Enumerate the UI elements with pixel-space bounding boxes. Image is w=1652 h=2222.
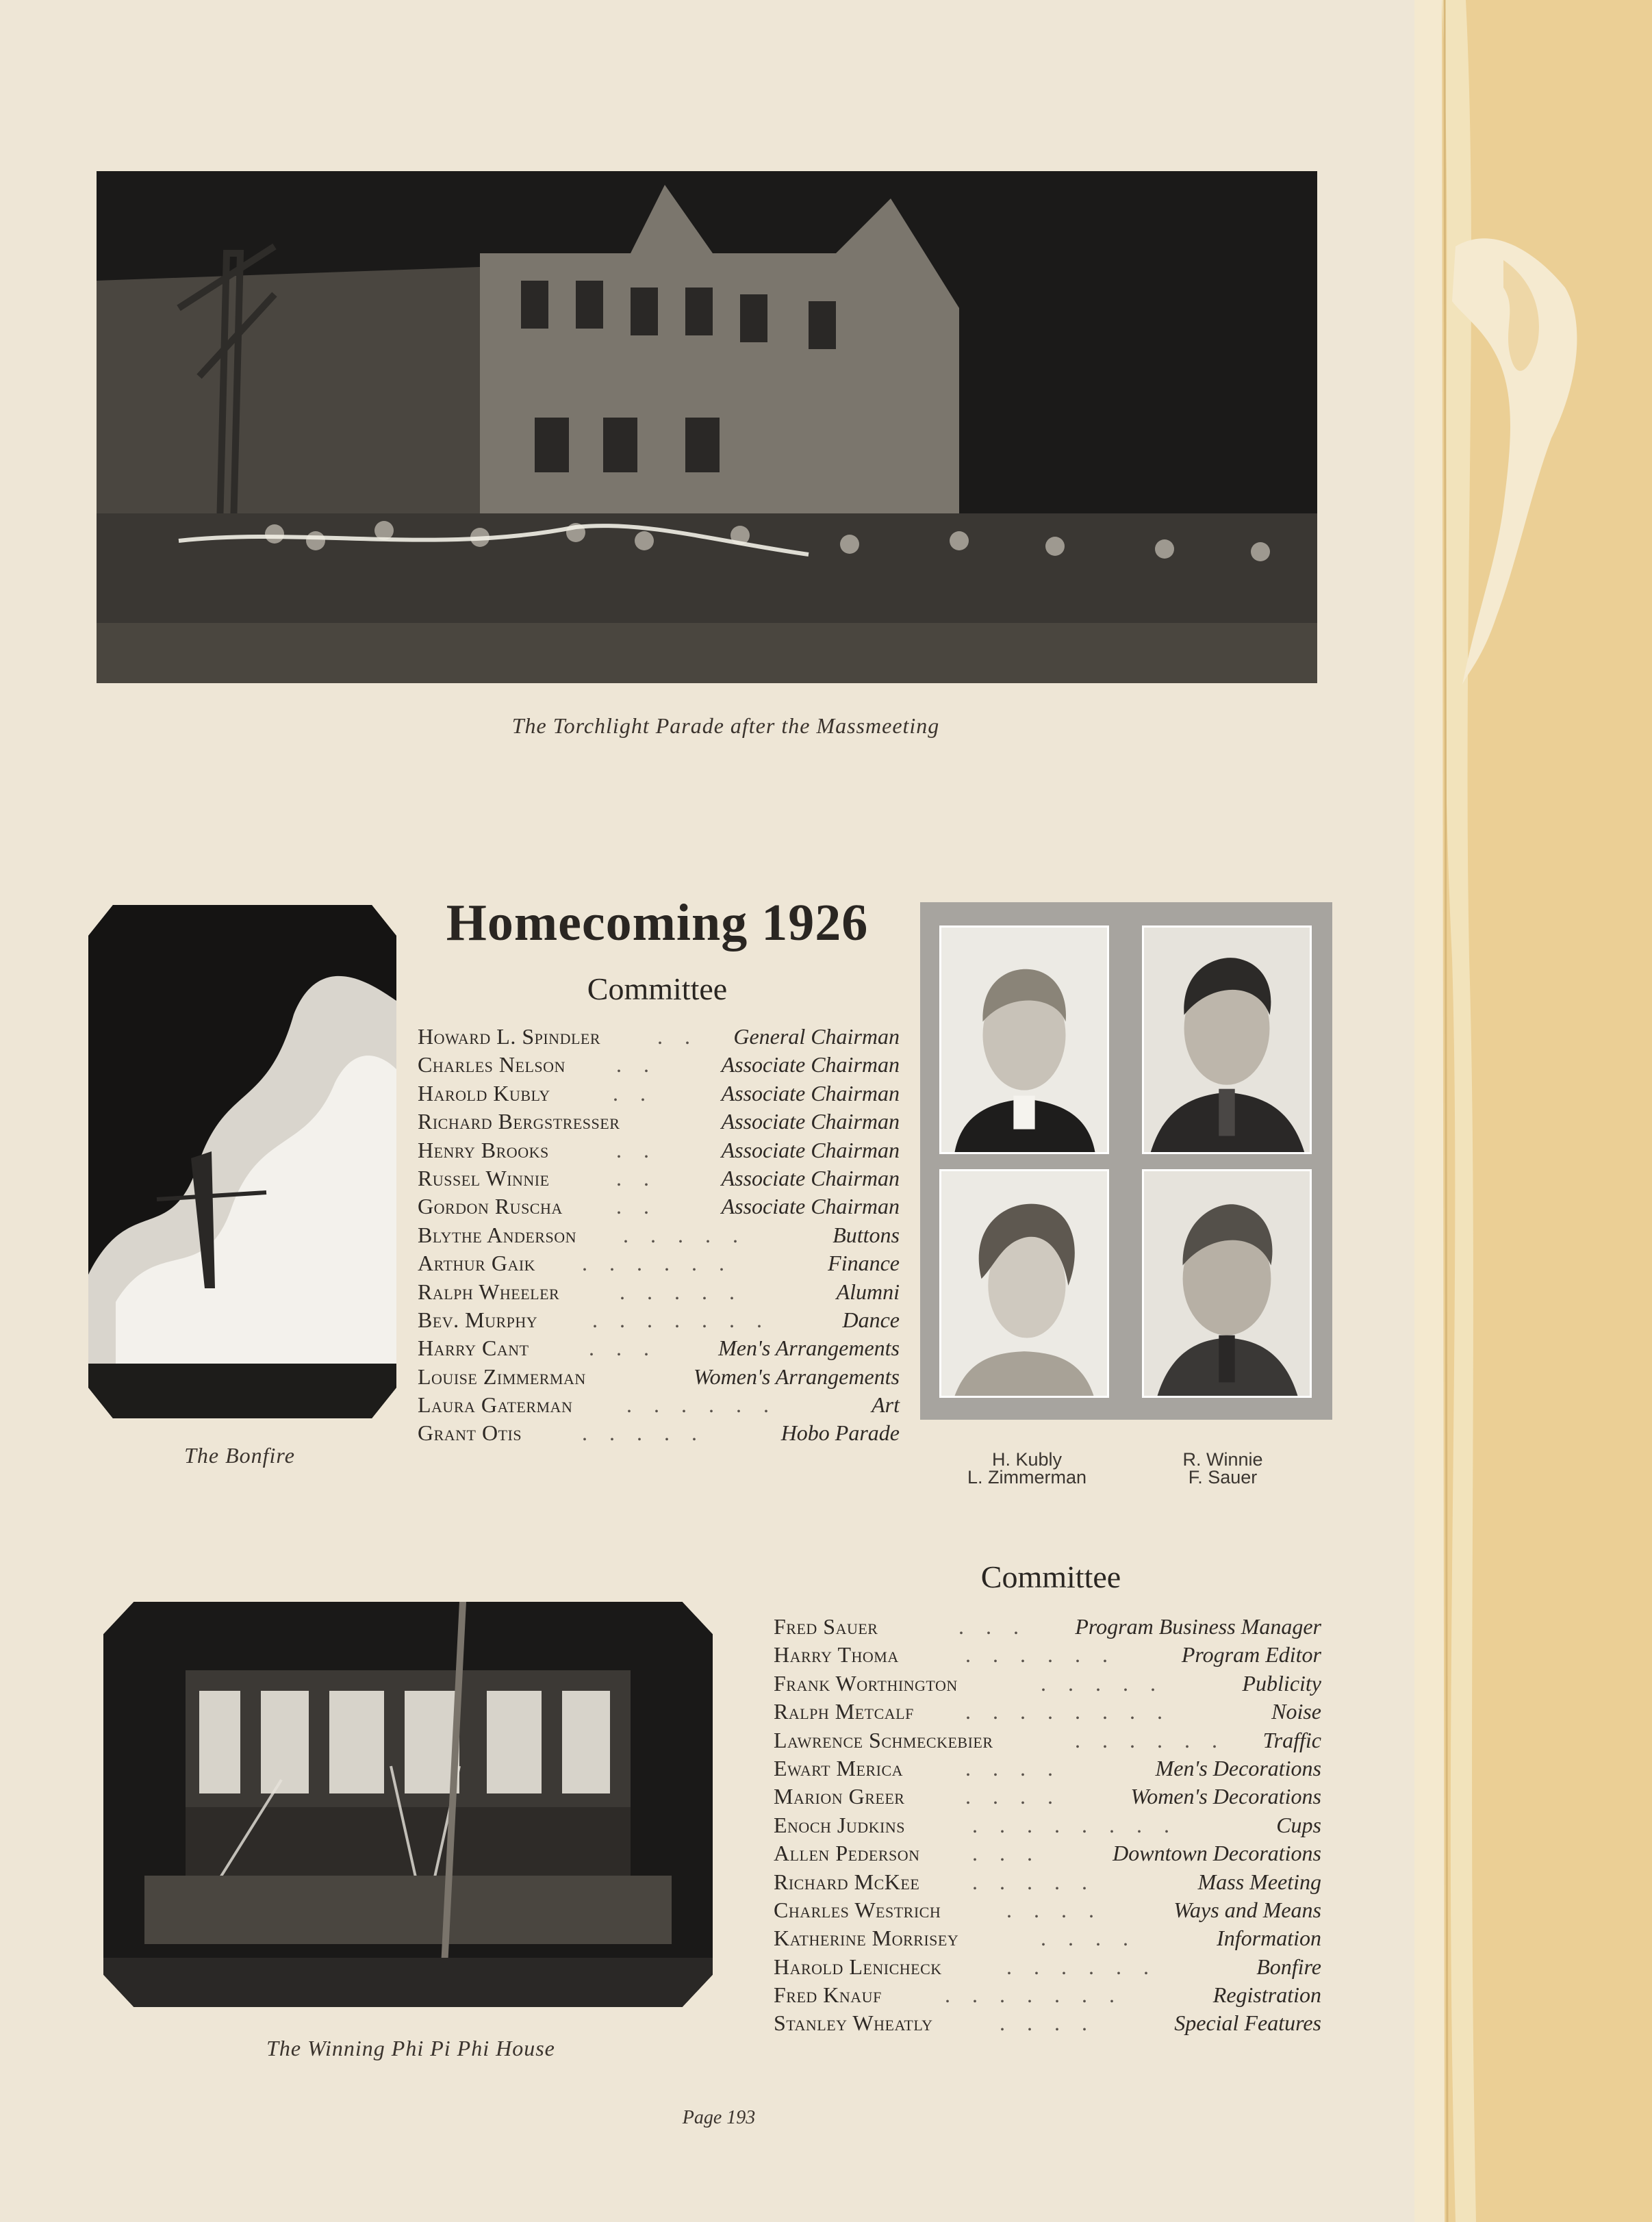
member-role: Bonfire bbox=[1256, 1954, 1321, 1979]
leader-dots: . . . . . bbox=[582, 1420, 705, 1446]
bonfire-photo bbox=[88, 905, 396, 1418]
committee-row bbox=[418, 1278, 900, 1306]
member-role: Program Business Manager bbox=[1075, 1614, 1321, 1639]
leader-dots: . . . bbox=[958, 1614, 1027, 1639]
leader-dots: . . . . . . . bbox=[945, 1982, 1123, 2008]
member-name: Harold Kubly bbox=[418, 1080, 550, 1106]
portrait-h-kubly bbox=[939, 925, 1109, 1154]
committee-row bbox=[774, 1670, 1321, 1698]
leader-dots: . . . . . bbox=[620, 1279, 743, 1304]
committee-list-1 bbox=[418, 1023, 900, 1448]
member-role: Ways and Means bbox=[1173, 1897, 1321, 1922]
leader-dots: . . . . . bbox=[1041, 1670, 1164, 1696]
committee-row bbox=[774, 1698, 1321, 1726]
member-name: Ewart Merica bbox=[774, 1755, 904, 1780]
member-role: Associate Chairman bbox=[721, 1109, 900, 1134]
leader-dots: . . . . . . . bbox=[592, 1307, 770, 1332]
member-name: Russel Winnie bbox=[418, 1165, 550, 1190]
committee-row bbox=[774, 1839, 1321, 1867]
portrait-caption-left-top: H. Kubly bbox=[991, 1449, 1063, 1470]
member-role: Information bbox=[1217, 1926, 1321, 1951]
member-role: Noise bbox=[1271, 1699, 1321, 1724]
member-name: Richard McKee bbox=[774, 1869, 920, 1894]
committee-row bbox=[418, 1221, 900, 1249]
member-name: Grant Otis bbox=[418, 1420, 522, 1446]
member-role: General Chairman bbox=[733, 1024, 900, 1049]
member-name: Harry Thoma bbox=[774, 1642, 899, 1668]
committee-row bbox=[418, 1080, 900, 1108]
member-role: Program Editor bbox=[1181, 1642, 1321, 1668]
member-name: Ralph Metcalf bbox=[774, 1699, 914, 1724]
leader-dots: . . . . . bbox=[972, 1869, 1095, 1894]
portrait-l-zimmerman bbox=[939, 1169, 1109, 1398]
leader-dots: . . . bbox=[972, 1841, 1041, 1866]
member-role: Hobo Parade bbox=[780, 1420, 900, 1446]
leader-dots: . . . . . . bbox=[1075, 1727, 1225, 1752]
committee-row bbox=[774, 1868, 1321, 1896]
portrait-caption-right-bottom: F. Sauer bbox=[1188, 1467, 1258, 1487]
leader-dots: . . . . bbox=[1000, 2010, 1095, 2036]
leader-dots: . . . . . . . . bbox=[965, 1699, 1171, 1724]
member-role: Publicity bbox=[1242, 1670, 1321, 1696]
member-role: Downtown Decorations bbox=[1113, 1841, 1321, 1866]
member-name: Stanley Wheatly bbox=[774, 2010, 933, 2036]
member-role: Cups bbox=[1276, 1812, 1321, 1837]
committee-row bbox=[418, 1249, 900, 1277]
member-name: Lawrence Schmeckebier bbox=[774, 1727, 993, 1752]
member-name: Ralph Wheeler bbox=[418, 1279, 560, 1304]
member-role: Alumni bbox=[836, 1279, 900, 1304]
member-name: Katherine Morrisey bbox=[774, 1926, 959, 1951]
committee-row bbox=[418, 1023, 900, 1051]
member-name: Charles Westrich bbox=[774, 1897, 941, 1922]
member-name: Charles Nelson bbox=[418, 1052, 566, 1077]
committee-row bbox=[774, 1754, 1321, 1783]
member-role: Art bbox=[872, 1392, 900, 1418]
committee-heading-2: Committee bbox=[980, 1559, 1121, 1594]
leader-dots: . . . . . . bbox=[626, 1392, 777, 1418]
member-role: Traffic bbox=[1262, 1727, 1321, 1752]
committee-row bbox=[774, 1811, 1321, 1839]
leader-dots: . . bbox=[616, 1137, 657, 1162]
leader-dots: . . bbox=[616, 1194, 657, 1219]
member-role: Women's Arrangements bbox=[693, 1364, 900, 1389]
leader-dots: . . . . . . bbox=[582, 1251, 733, 1276]
committee-row bbox=[418, 1192, 900, 1221]
committee-row bbox=[774, 1981, 1321, 2009]
member-role: Men's Decorations bbox=[1155, 1755, 1321, 1780]
decorative-margin-band bbox=[1414, 0, 1652, 2222]
member-name: Louise Zimmerman bbox=[418, 1364, 586, 1389]
committee-row bbox=[774, 1953, 1321, 1981]
portrait-panel bbox=[920, 902, 1332, 1420]
committee-row bbox=[418, 1108, 900, 1136]
leader-dots: . . bbox=[616, 1052, 657, 1077]
tree-illustration bbox=[1414, 0, 1652, 2222]
house-caption: The Winning Phi Pi Phi House bbox=[266, 2036, 555, 2060]
committee-row bbox=[774, 1641, 1321, 1669]
member-name: Marion Greer bbox=[774, 1784, 905, 1809]
member-role: Mass Meeting bbox=[1197, 1869, 1321, 1894]
committee-row bbox=[418, 1419, 900, 1447]
member-name: Allen Pederson bbox=[774, 1841, 920, 1866]
member-name: Laura Gaterman bbox=[418, 1392, 573, 1418]
committee-heading-1: Committee bbox=[587, 971, 728, 1006]
member-role: Special Features bbox=[1174, 2010, 1321, 2036]
committee-list-2 bbox=[774, 1613, 1321, 2038]
page-number: Page 193 bbox=[682, 2107, 756, 2128]
torchlight-parade-photo bbox=[97, 171, 1317, 683]
torchlight-parade-caption: The Torchlight Parade after the Massmeeting bbox=[511, 713, 940, 738]
leader-dots: . . . . bbox=[965, 1784, 1061, 1809]
bonfire-caption: The Bonfire bbox=[184, 1443, 295, 1468]
committee-row bbox=[418, 1306, 900, 1334]
committee-row bbox=[418, 1164, 900, 1192]
leader-dots: . . bbox=[657, 1024, 698, 1049]
member-name: Gordon Ruscha bbox=[418, 1194, 563, 1219]
committee-row bbox=[418, 1391, 900, 1419]
committee-row bbox=[774, 1896, 1321, 1924]
member-role: Associate Chairman bbox=[721, 1194, 900, 1219]
member-name: Howard L. Spindler bbox=[418, 1024, 601, 1049]
leader-dots: . . . . bbox=[1041, 1926, 1136, 1951]
member-name: Blythe Anderson bbox=[418, 1222, 576, 1247]
member-role: Women's Decorations bbox=[1130, 1784, 1321, 1809]
member-name: Richard Bergstresser bbox=[418, 1109, 620, 1134]
committee-row bbox=[774, 1783, 1321, 1811]
leader-dots: . . . . . . bbox=[1006, 1954, 1157, 1979]
member-role: Registration bbox=[1212, 1982, 1321, 2008]
member-role: Dance bbox=[842, 1307, 900, 1332]
member-role: Men's Arrangements bbox=[718, 1336, 900, 1361]
member-name: Harold Lenicheck bbox=[774, 1954, 942, 1979]
leader-dots: . . bbox=[613, 1080, 654, 1106]
member-name: Arthur Gaik bbox=[418, 1251, 536, 1276]
portrait-caption-left-bottom: L. Zimmerman bbox=[967, 1467, 1087, 1487]
member-role: Buttons bbox=[833, 1222, 900, 1247]
committee-row bbox=[774, 1613, 1321, 1641]
committee-row bbox=[418, 1363, 900, 1391]
committee-row bbox=[418, 1051, 900, 1079]
member-role: Associate Chairman bbox=[721, 1137, 900, 1162]
member-role: Finance bbox=[828, 1251, 900, 1276]
phi-pi-phi-house-photo bbox=[103, 1602, 713, 2007]
member-role: Associate Chairman bbox=[721, 1165, 900, 1190]
member-name: Harry Cant bbox=[418, 1336, 529, 1361]
committee-row bbox=[774, 1726, 1321, 1754]
leader-dots: . . . . bbox=[1006, 1897, 1102, 1922]
leader-dots: . . . . bbox=[965, 1755, 1061, 1780]
member-name: Fred Knauf bbox=[774, 1982, 882, 2008]
member-name: Bev. Murphy bbox=[418, 1307, 538, 1332]
leader-dots: . . . . . . bbox=[965, 1642, 1116, 1668]
committee-row bbox=[774, 1924, 1321, 1952]
member-role: Associate Chairman bbox=[721, 1080, 900, 1106]
portrait-r-winnie bbox=[1142, 925, 1312, 1154]
portrait-caption-right-top: R. Winnie bbox=[1182, 1449, 1263, 1470]
committee-row bbox=[418, 1334, 900, 1362]
leader-dots: . . . bbox=[589, 1336, 657, 1361]
leader-dots: . . bbox=[616, 1165, 657, 1190]
committee-row bbox=[418, 1136, 900, 1164]
member-role: Associate Chairman bbox=[721, 1052, 900, 1077]
member-name: Enoch Judkins bbox=[774, 1812, 905, 1837]
leader-dots: . . . . . . . . bbox=[972, 1812, 1178, 1837]
member-name: Henry Brooks bbox=[418, 1137, 549, 1162]
committee-row bbox=[774, 2009, 1321, 2037]
leader-dots: . . . . . bbox=[623, 1222, 746, 1247]
page-title: Homecoming 1926 bbox=[446, 894, 869, 952]
portrait-f-sauer bbox=[1142, 1169, 1312, 1398]
member-name: Frank Worthington bbox=[774, 1670, 958, 1696]
member-name: Fred Sauer bbox=[774, 1614, 878, 1639]
